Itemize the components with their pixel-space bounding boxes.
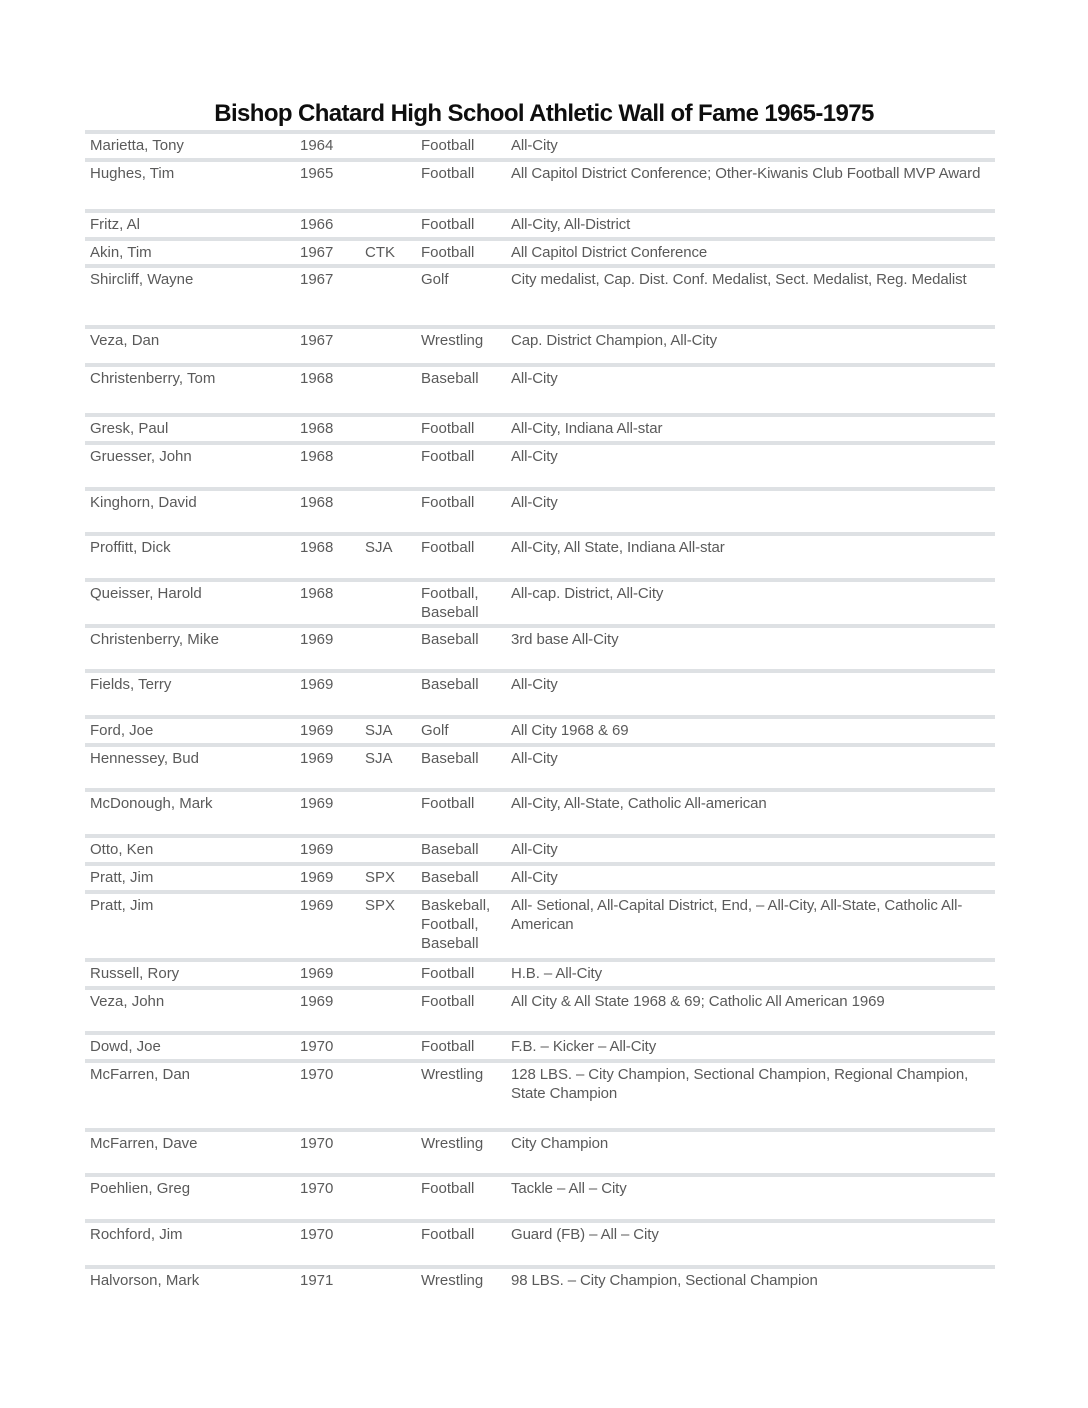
table-row — [85, 834, 995, 862]
cell-sport: Football — [421, 965, 475, 982]
cell-sport: Football — [421, 539, 475, 556]
cell-honors: City medalist, Cap. Dist. Conf. Medalist, Sect. Medalist, Reg. Medalist — [511, 271, 967, 288]
cell-school: SJA — [365, 750, 393, 767]
cell-sport: Football — [421, 795, 475, 812]
cell-honors: All-City — [511, 869, 558, 886]
table-row — [85, 264, 995, 325]
cell-school — [363, 164, 421, 209]
cell-name: Otto, Ken — [90, 841, 154, 858]
cell-name: Akin, Tim — [90, 244, 152, 261]
cell-name: Hennessey, Bud — [90, 750, 199, 767]
cell-school: SJA — [365, 722, 393, 739]
cell-name: Fritz, Al — [90, 216, 141, 233]
cell-school — [363, 840, 421, 862]
cell-sport: Football — [421, 244, 475, 261]
cell-sport: Football — [421, 448, 475, 465]
cell-year: 1969 — [300, 750, 334, 767]
cell-school — [363, 1179, 421, 1219]
table-row — [85, 715, 995, 743]
cell-year: 1969 — [300, 965, 334, 982]
cell-school — [363, 136, 421, 158]
cell-year: 1970 — [300, 1066, 334, 1083]
cell-honors: H.B. – All-City — [511, 965, 603, 982]
cell-school — [363, 331, 421, 363]
cell-honors: Guard (FB) – All – City — [511, 1226, 659, 1243]
cell-year: 1969 — [300, 897, 334, 914]
table-row — [85, 890, 995, 958]
cell-name: Rochford, Jim — [90, 1226, 183, 1243]
cell-honors: All-City — [511, 750, 558, 767]
cell-year: 1969 — [300, 676, 334, 693]
cell-sport: Football — [421, 1180, 475, 1197]
cell-school — [363, 675, 421, 715]
cell-honors: All-City — [511, 448, 558, 465]
cell-year: 1969 — [300, 993, 334, 1010]
cell-year: 1971 — [300, 1272, 334, 1289]
cell-honors: All City 1968 & 69 — [511, 722, 629, 739]
cell-year: 1969 — [300, 795, 334, 812]
cell-name: Russell, Rory — [90, 965, 180, 982]
table-row — [85, 1059, 995, 1128]
cell-name: Veza, Dan — [90, 332, 160, 349]
cell-school — [363, 794, 421, 834]
cell-name: Christenberry, Mike — [90, 631, 219, 648]
table-row — [85, 624, 995, 669]
cell-name: Shircliff, Wayne — [90, 271, 194, 288]
cell-school — [363, 992, 421, 1031]
table-row — [85, 862, 995, 890]
cell-sport: Baseball — [421, 869, 479, 886]
cell-year: 1968 — [300, 494, 334, 511]
cell-year: 1970 — [300, 1038, 334, 1055]
table-row — [85, 130, 995, 158]
cell-school — [363, 1225, 421, 1265]
cell-year: 1964 — [300, 137, 334, 154]
cell-name: Pratt, Jim — [90, 897, 154, 914]
cell-honors: Tackle – All – City — [511, 1180, 627, 1197]
table-row — [85, 1173, 995, 1219]
cell-year: 1965 — [300, 165, 334, 182]
cell-year: 1968 — [300, 370, 334, 387]
table-row — [85, 487, 995, 532]
cell-name: Queisser, Harold — [90, 585, 202, 602]
cell-sport: Baseball — [421, 370, 479, 387]
cell-name: McDonough, Mark — [90, 795, 213, 812]
cell-sport: Golf — [421, 271, 449, 288]
cell-sport: Football — [421, 1038, 475, 1055]
cell-sport: Football — [421, 137, 475, 154]
cell-year: 1970 — [300, 1180, 334, 1197]
table-row — [85, 986, 995, 1031]
table-row — [85, 1219, 995, 1265]
cell-year: 1969 — [300, 722, 334, 739]
table-row — [85, 363, 995, 413]
cell-honors: 128 LBS. – City Champion, Sectional Champion, Regional Champion, State Champion — [511, 1066, 969, 1102]
cell-school — [363, 964, 421, 986]
cell-name: Gresk, Paul — [90, 420, 169, 437]
cell-sport: Baseball — [421, 750, 479, 767]
cell-name: McFarren, Dave — [90, 1135, 198, 1152]
cell-year: 1969 — [300, 869, 334, 886]
cell-sport: Football — [421, 420, 475, 437]
cell-name: Fields, Terry — [90, 676, 172, 693]
cell-school — [363, 1065, 421, 1128]
cell-name: Pratt, Jim — [90, 869, 154, 886]
cell-honors: All-City, All-District — [511, 216, 631, 233]
cell-year: 1969 — [300, 841, 334, 858]
cell-honors: All City & All State 1968 & 69; Catholic All American 1969 — [511, 993, 885, 1010]
cell-honors: All-City — [511, 841, 558, 858]
table-row — [85, 1031, 995, 1059]
table-row — [85, 1265, 995, 1311]
cell-year: 1967 — [300, 332, 334, 349]
cell-school: SPX — [365, 869, 396, 886]
table-row — [85, 209, 995, 237]
cell-sport: Baseball — [421, 676, 479, 693]
cell-school — [363, 1134, 421, 1173]
cell-school — [363, 1037, 421, 1059]
table-row — [85, 743, 995, 788]
cell-school — [363, 215, 421, 237]
cell-year: 1967 — [300, 244, 334, 261]
cell-name: Hughes, Tim — [90, 165, 175, 182]
cell-year: 1967 — [300, 271, 334, 288]
cell-name: Kinghorn, David — [90, 494, 197, 511]
cell-name: Dowd, Joe — [90, 1038, 161, 1055]
cell-sport: Wrestling — [421, 1272, 484, 1289]
cell-school: SPX — [365, 897, 396, 914]
cell-sport: Football, Baseball — [421, 585, 479, 621]
cell-sport: Football — [421, 494, 475, 511]
cell-name: Veza, John — [90, 993, 165, 1010]
cell-school: SJA — [365, 539, 393, 556]
cell-sport: Baseball — [421, 631, 479, 648]
cell-honors: Cap. District Champion, All-City — [511, 332, 718, 349]
cell-honors: All-City, All-State, Catholic All-american — [511, 795, 767, 812]
cell-name: Christenberry, Tom — [90, 370, 216, 387]
cell-sport: Baseball — [421, 841, 479, 858]
cell-honors: 98 LBS. – City Champion, Sectional Champion — [511, 1272, 818, 1289]
cell-school — [363, 270, 421, 325]
cell-school — [363, 447, 421, 487]
cell-name: Marietta, Tony — [90, 137, 184, 154]
table-row — [85, 532, 995, 578]
cell-sport: Golf — [421, 722, 449, 739]
cell-name: Halvorson, Mark — [90, 1272, 200, 1289]
cell-year: 1968 — [300, 448, 334, 465]
cell-school — [363, 493, 421, 532]
cell-school — [363, 630, 421, 669]
cell-honors: All-cap. District, All-City — [511, 585, 664, 602]
cell-year: 1968 — [300, 539, 334, 556]
cell-sport: Football — [421, 165, 475, 182]
cell-year: 1970 — [300, 1135, 334, 1152]
cell-honors: F.B. – Kicker – All-City — [511, 1038, 657, 1055]
cell-year: 1968 — [300, 585, 334, 602]
cell-honors: All-City, All State, Indiana All-star — [511, 539, 725, 556]
cell-honors: All Capitol District Conference; Other-Kiwanis Club Football MVP Award — [511, 165, 981, 182]
cell-school: CTK — [365, 244, 395, 261]
table-row — [85, 413, 995, 441]
table-row — [85, 158, 995, 209]
cell-name: Ford, Joe — [90, 722, 154, 739]
cell-honors: All Capitol District Conference — [511, 244, 708, 261]
table-row — [85, 325, 995, 363]
table-row — [85, 788, 995, 834]
cell-sport: Football — [421, 1226, 475, 1243]
table-row — [85, 237, 995, 264]
cell-honors: All-City, Indiana All-star — [511, 420, 663, 437]
wall-of-fame-table — [85, 130, 995, 1311]
cell-sport: Baskeball, Football, Baseball — [421, 897, 491, 952]
cell-school — [363, 584, 421, 624]
table-row — [85, 1128, 995, 1173]
cell-sport: Wrestling — [421, 1066, 484, 1083]
cell-sport: Wrestling — [421, 332, 484, 349]
cell-honors: All-City — [511, 137, 558, 154]
cell-name: Poehlien, Greg — [90, 1180, 191, 1197]
cell-sport: Wrestling — [421, 1135, 484, 1152]
cell-year: 1969 — [300, 631, 334, 648]
cell-honors: All-City — [511, 494, 558, 511]
table-row — [85, 441, 995, 487]
cell-honors: City Champion — [511, 1135, 609, 1152]
cell-name: Gruesser, John — [90, 448, 192, 465]
cell-school — [363, 1271, 421, 1311]
cell-year: 1966 — [300, 216, 334, 233]
cell-honors: All-City — [511, 676, 558, 693]
cell-honors: All-City — [511, 370, 558, 387]
cell-name: McFarren, Dan — [90, 1066, 191, 1083]
cell-sport: Football — [421, 993, 475, 1010]
cell-honors: 3rd base All-City — [511, 631, 619, 648]
table-row — [85, 958, 995, 986]
cell-sport: Football — [421, 216, 475, 233]
cell-year: 1970 — [300, 1226, 334, 1243]
page-title: Bishop Chatard High School Athletic Wall of Fame 1965-1975 — [214, 100, 874, 127]
cell-year: 1968 — [300, 420, 334, 437]
cell-name: Proffitt, Dick — [90, 539, 171, 556]
cell-honors: All- Setional, All-Capital District, End, – All-City, All-State, Catholic All-American — [511, 897, 963, 933]
cell-school — [363, 419, 421, 441]
table-row — [85, 578, 995, 624]
table-row — [85, 669, 995, 715]
cell-school — [363, 369, 421, 413]
